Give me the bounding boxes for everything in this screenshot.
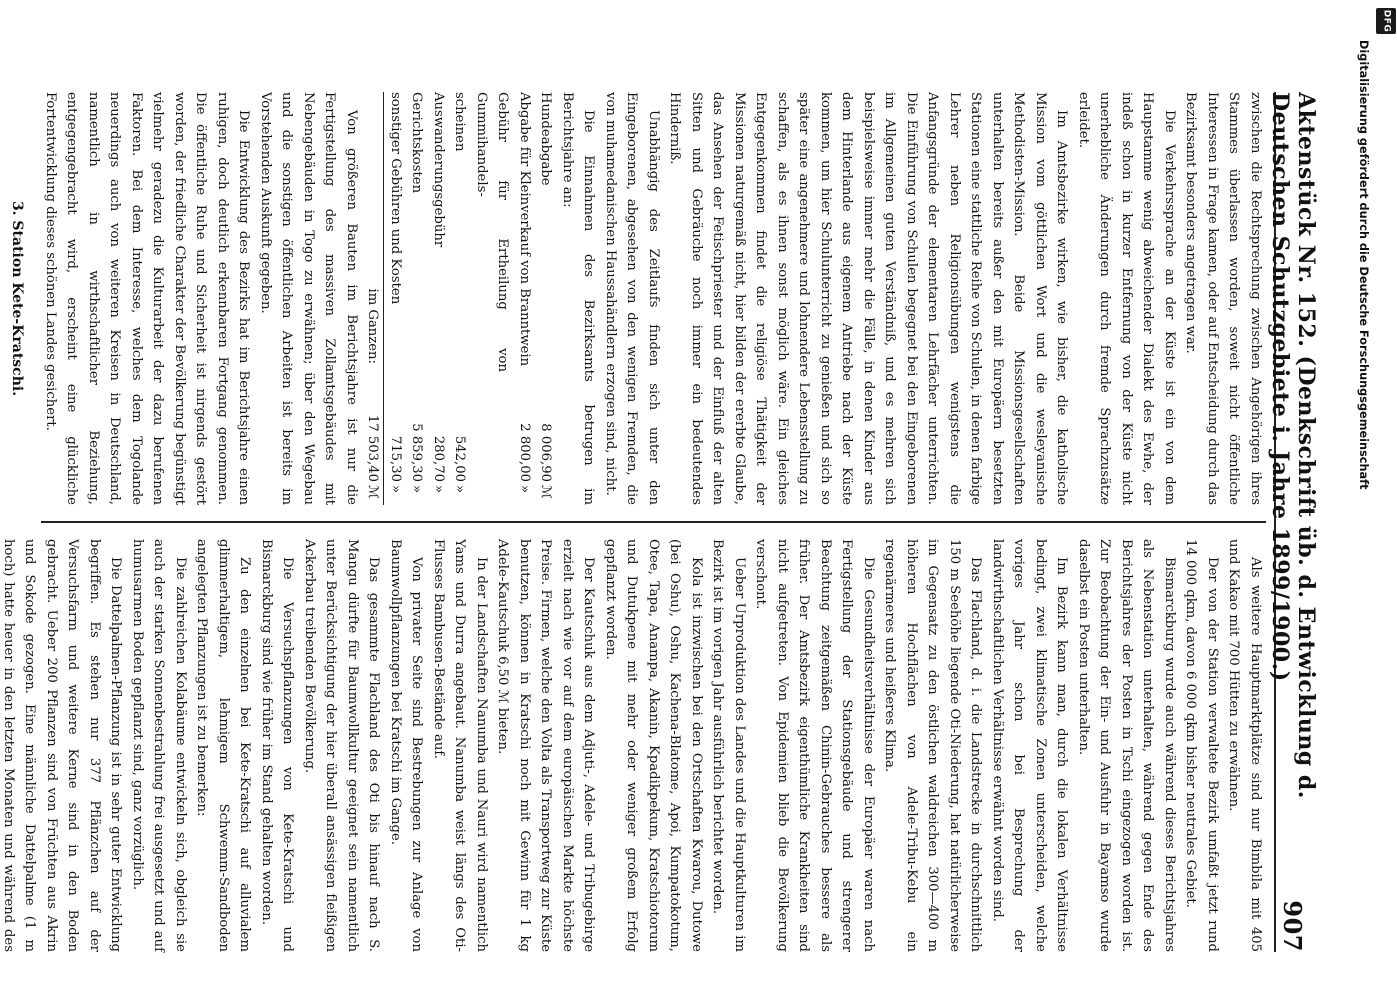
revenue-unit: » (452, 485, 468, 494)
revenue-amount: 280,70 (431, 435, 446, 482)
revenue-amount: 715,30 (388, 435, 403, 482)
revenue-amount: 8 006,90 (538, 423, 554, 482)
total-row (362, 92, 384, 505)
document-page (1, 22, 1319, 982)
paragraph: Die zahlreichen Kolabäume entwickeln sich, obgleich sie auch der starken Sonnenbestrahlung frei ausgesetzt und auf humusarmen Boden gepflanzt sind, ganz vorzüglich. (130, 539, 188, 952)
table-row (428, 92, 450, 505)
revenue-unit: » (517, 485, 532, 494)
paragraph: Die Versuchspflanzungen von Kete-Kratschi und Bismarckburg sind wie früher im Stand gehalten worden. (259, 539, 296, 952)
revenue-unit (471, 482, 514, 505)
table-row (384, 92, 406, 505)
revenue-unit: » (431, 485, 446, 494)
table-row (471, 92, 514, 505)
paragraph: Die Entwicklung des Bezirks hat im Berichtsjahre einen ruhigen, doch deutlich erkennbaren Fortgang genommen. Die öffentliche Ruhe und Sicherheit ist nirgends gestört worden, der friedliche Charakter der Bevölkerung begünstigt vielmehr geradezu die Kulturarbeit der dazu berufenen Faktoren. Bei dem Interesse, welches dem Togolande neuerdings auch von weiteren Kreisen in Deutschland, namentlich in wirthschaftlicher Beziehung, entgegengebracht wird, erscheint eine glückliche Fortentwicklung dieses schönen Landes gesichert. (43, 92, 252, 505)
dfg-logo (1376, 8, 1396, 34)
paragraph: Im Amtsbezirke wirken, wie bisher, die katholische Mission vom göttlichen Wort und die wesleyanische Methodisten-Mission. Beide Missionsgesellschaften unterhalten bereits außer den mit Europäern besetzten Stationen eine stattliche Reihe von Schulen, in denen farbige Lehrer neben Religionsübungen wenigstens die Anfangsgründe der elementaren Lehrfächer unterrichten. Die Einführung von Schulen begegnet bei den Eingeborenen im Allgemeinen guten Verständniß, und es mehren sich beispielsweise immer mehr die Fälle, in denen Kinder aus dem Hinterlande aus eigenem Antriebe nach der Küste kommen, um hier Schulunterricht zu genießen und sich so später eine angenehmere und lohnendere Lebensstellung zu schaffen, als es ihnen sonst möglich wäre. Ein gleiches Entgegenkommen findet die religiöse Thätigkeit der Missionen naturgemäß nicht, hier bilden der ererbte Glaube, das Ansehen der Fetischpriester und der Einfluß der alten Sitten und Gebräuche noch immer ein bedeutendes Hinderniß. (667, 92, 1070, 505)
revenue-amount: 542,00 (452, 435, 468, 482)
table-row (406, 92, 428, 505)
paragraph: Das gesammte Flachland des Oti bis hinauf nach S. Mangu dürfte für Baumwollkultur geeignet sein namentlich unter Berücksichtigung der hier überall ansässigen fleißigen Ackerbau treibenden Bevölkerung. (302, 539, 382, 952)
total-label: im Ganzen: (362, 92, 384, 372)
paragraph: Als weitere Hauptmarktplätze sind nur Bimbila mit 405 und Kakao mit 700 Hütten zu erwähnen. (1226, 539, 1263, 952)
paragraph (0, 92, 2, 505)
paragraph: Der Kautschuk aus dem Adjuti-, Adele- und Tribugebirge erzielt nach wie vor auf dem europäischen Markte höchste Preise. Firmen, welche den Volta als Transportweg zur Küste benutzen, können in Kratschi noch mit Gewinn für 1 kg Adele-Kautschuk 6,50 ℳ bieten. (495, 539, 597, 952)
revenue-label: Auswanderungsgebühr (431, 92, 446, 248)
page-header-title: Aktenstück Nr. 152. (Denkschrift üb. d. Entwicklung d. Deutschen Schutzgebiete i. Jahre 1899/1900.) (1267, 92, 1319, 799)
page-header (1267, 92, 1319, 952)
paragraph: Von privater Seite sind Bestrebungen zur Anlage von Baumwollpflanzungen bei Kratschi im Gange. (388, 539, 425, 952)
paragraph: Zu den einzelnen bei Kete-Kratschi auf alluvialem glimmerhaltigem, lehmigem Schwemm-Sandboden angelegten Pflanzungen ist zu bemerken: (194, 539, 253, 952)
paragraph: In der Landschaften Nanumba und Nauri wird namentlich Yams und Durra angebaut. Nanumba weist längs des Oti-Flusses Bambusen-Bestände auf. (431, 539, 489, 952)
paragraph: Ueber Urproduktion des Landes und die Hauptkulturen im Bezirk ist im vorigen Jahr ausführlich berichtet worden. (710, 539, 747, 952)
table-row (514, 92, 536, 505)
revenue-label: Gebühr für Ertheilung von Gummihandels- (474, 92, 511, 372)
paragraph: Der von der Station verwaltete Bezirk umfaßt jetzt rund 14 000 qkm, davon 6 000 qkm bisher neutrales Gebiet. (1183, 539, 1220, 952)
revenue-label: Gerichtskosten (409, 92, 425, 194)
total-amount: 17 503,40 (362, 372, 384, 482)
dfg-logo-text: DFG (1381, 9, 1392, 33)
revenue-unit: » (388, 485, 403, 494)
paragraph: Kola ist inzwischen bei den Ortschaften Kwarou, Dutowe (bei Oshu), Oshu, Kachena-Blatome, Apoi, Kumpatokotum, Otee, Tapa, Anampa, Akanin, Kpadikpekum, Kratschiotorum und Dutukpene mit mehr oder weniger großem Erfolg gepflanzt worden. (603, 539, 704, 952)
paragraph: Von größeren Bauten im Berichtsjahre ist nur die Fertigstellung des massiven Zollamtsgebäudes mit Nebengebäuden in Togo zu erwähnen; über den Wegebau und die sonstigen öffentlichen Arbeiten ist bereits im Vorstehenden Auskunft gegeben. (258, 92, 359, 505)
revenue-amount: 2 800,00 (517, 423, 532, 482)
revenue-label: Abgabe für Kleinverkauf von Branntwein (517, 92, 532, 367)
revenue-unit: » (409, 485, 425, 494)
paragraph: Im Bezirk kann man, durch die lokalen Verhältnisse bedingt, zwei klimatische Zonen unterscheiden, welche voriges Jahr schon bei Besprechung der landwirthschaftlichen Verhältnisse erwähnt worden sind. (990, 539, 1070, 952)
paragraph: Bismarckburg wurde auch während dieses Berichtsjahres als Nebenstation unterhalten, während gegen Ende des Berichtsjahres der Posten in Tschi eingezogen worden ist. Zur Beobachtung der Ein- und Ausfuhr in Bayamso wurde daselbst ein Posten unterhalten. (1076, 539, 1177, 952)
total-unit: ℳ (362, 482, 384, 505)
revenue-label: sonstiger Gebühren und Kosten (388, 92, 403, 305)
paragraph: Die Dattelpalmen-Pflanzung ist in sehr guter Entwicklung begriffen. Es stehen nur 377 Pflänzchen auf der Versuchsfarm und weitere Kerne sind in den Boden gebracht. Ueber 200 Pflanzen sind von Früchten aus Akrin und Sokode gezogen. Eine männliche Dattelpalme (1 m hoch) hatte heuer in den letzten Monaten und während des (1, 539, 124, 952)
paragraph: Die Einnahmen des Bezirksamts betrugen im Berichtsjahre an: (560, 92, 597, 505)
revenue-unit: ℳ (538, 485, 554, 500)
paragraph: Das Flachland, d. i. die Landstrecke in durchschnittlich 150 m Seehöhe liegende Oti-Niederung, hat natürlicherweise im Gegensatz zu den östlichen waldreichen 300—400 m höheren Hochflächen von Adele-Tribu-Kebu ein regenärmeres und heißeres Klima. (882, 539, 984, 952)
revenue-amount: 5 859,30 (409, 423, 425, 482)
revenue-table (362, 92, 557, 505)
table-row (535, 92, 557, 505)
revenue-label: scheinen (452, 92, 468, 152)
paragraph: zwischen die Rechtsprechung zwischen Angehörigen ihres Stammes überlassen worden, soweit nicht öffentliche Interessen in Frage kamen, oder auf Entscheidung durch das Bezirksamt besonders angetragen war. (1183, 92, 1263, 505)
left-column (9, 92, 1266, 505)
column-divider (41, 521, 1266, 523)
revenue-label: Hundeabgabe (538, 92, 554, 186)
revenue-amount (471, 372, 514, 482)
text-columns (1, 92, 1266, 952)
digitization-credit: Digitalisierung gefördert durch die Deutsche Forschungsgemeinschaft (1357, 40, 1370, 490)
table-row (449, 92, 471, 505)
right-column (1, 539, 1266, 952)
section-title: 3. Station Kete-Kratschi. (9, 200, 26, 397)
paragraph: Die Verkehrssprache an der Küste ist ein von dem Haupstamme wenig abweichender Dialekt des Ewhe, der indeß schon in kurzer Entfernung von der Küste nicht unerhebliche Änderungen durch fremde Sprachzusätze erleidet. (1076, 92, 1177, 505)
paragraph: Die Gesundheitsverhältnisse der Europäer waren nach Fertigstellung der Stationsgebäude und strengerer Beachtung zeitgemäßen Chinin-Gebrauches bessere als früher. Der Amtsbezirk eigenthümliche Krankheiten sind nicht aufgetreten. Von Epidemien blieb die Bevölkerung verschont. (753, 539, 876, 952)
paragraph: Unabhängig des Zeitlaufs finden sich unter den Eingeborenen, abgesehen von den wenigen Fremden, die von muhamedanischen Haussahändlern erzogen sind, nicht. (603, 92, 661, 505)
page-number: 907 (1278, 900, 1308, 952)
